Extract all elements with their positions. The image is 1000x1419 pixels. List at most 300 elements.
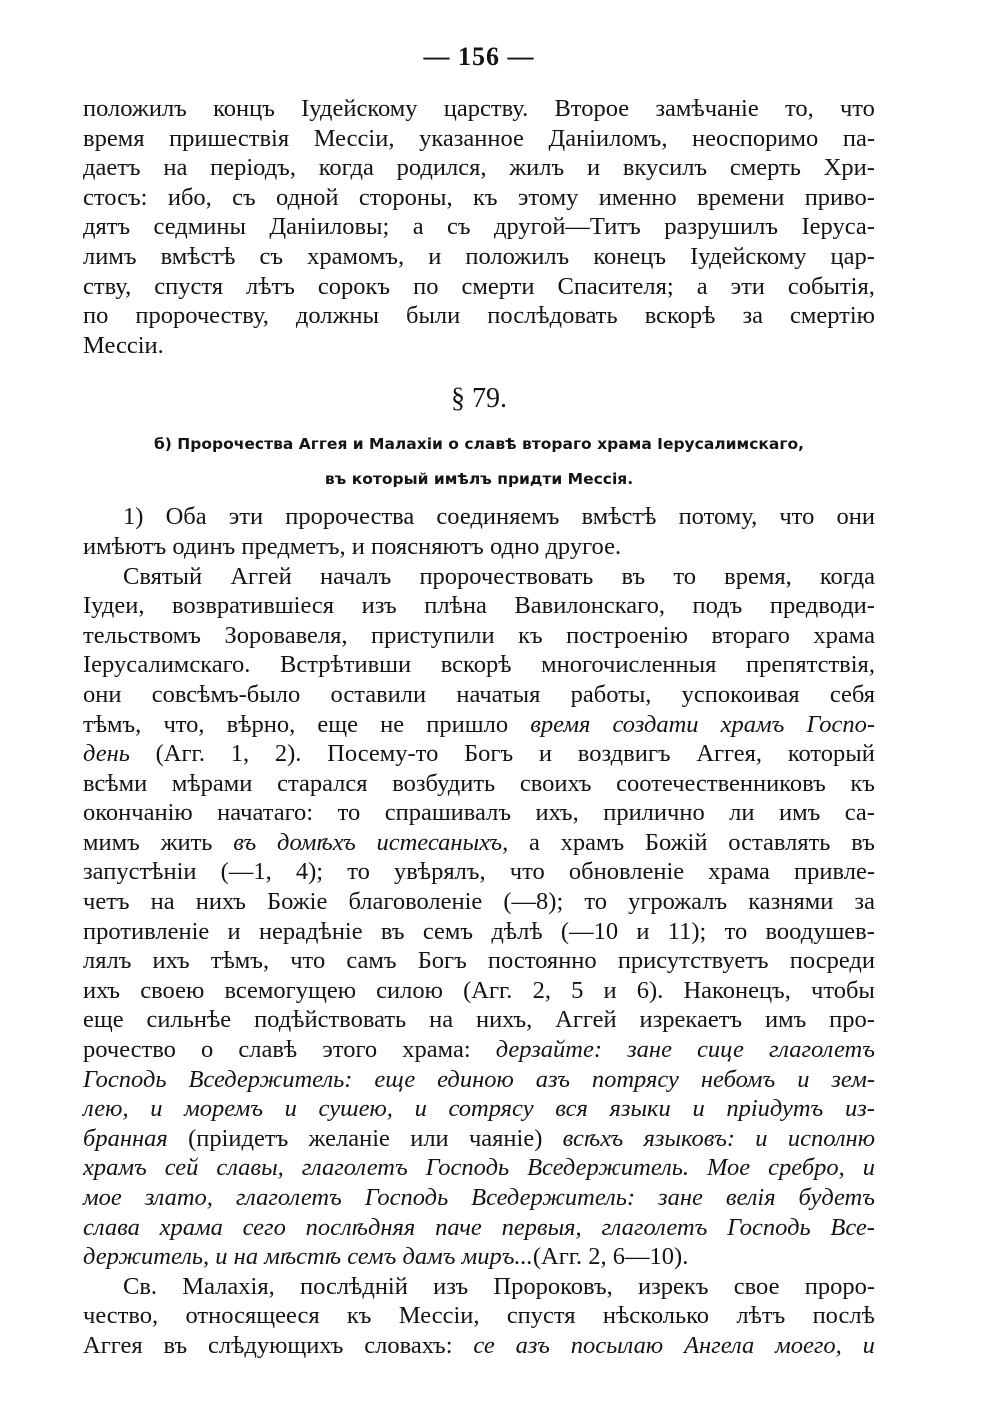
text-line (83, 1183, 875, 1213)
word: мимъ (83, 828, 140, 856)
word: періодъ, (210, 154, 296, 182)
word: то, (784, 95, 814, 122)
word: то (584, 888, 607, 916)
italic-word: велія (725, 1184, 776, 1211)
text-line (83, 183, 875, 213)
word: Богъ (464, 740, 514, 768)
word: благоволеніе (348, 888, 483, 916)
italic-word: мое (83, 1184, 122, 1211)
word: и (586, 154, 601, 182)
text-line (83, 1005, 875, 1035)
word: въ (163, 1331, 188, 1359)
word: они (836, 503, 875, 531)
text-line (83, 1301, 875, 1331)
word: и (538, 740, 553, 768)
italic-word: еще (374, 1065, 416, 1093)
text-line (83, 212, 875, 242)
word: Хри- (823, 154, 875, 182)
text-line (83, 1035, 875, 1065)
word: послѣ (812, 1302, 875, 1330)
word: вскорѣ (440, 651, 512, 679)
word: который (787, 740, 875, 768)
word: смерть (729, 154, 801, 182)
text-line (83, 917, 875, 947)
word: слѣдующихъ (207, 1331, 344, 1359)
word: даетъ (83, 154, 141, 182)
word: старался (277, 769, 368, 797)
word: Аггей (555, 1006, 617, 1034)
word: вскорѣ (644, 302, 716, 330)
word: изрекаетъ (639, 1006, 743, 1034)
word: храмъ (560, 828, 625, 856)
word: Аггей (230, 562, 292, 590)
italic-word: будетъ (798, 1184, 875, 1211)
text-line (83, 946, 875, 976)
word: на (163, 154, 188, 182)
word: разрушилъ (664, 213, 779, 241)
word: къ (472, 183, 498, 211)
word: подъ (692, 592, 743, 620)
word: Іеруса- (801, 213, 875, 241)
word: концъ (213, 95, 275, 122)
word: 5 (571, 976, 584, 1004)
italic-word: Ангела (684, 1331, 755, 1359)
italic-word: единою (437, 1065, 514, 1093)
word: 1, (230, 740, 250, 768)
word: Наконецъ, (683, 976, 791, 1004)
italic-quote: держитель, и на мѣстѣ семъ дамъ миръ... (83, 1243, 533, 1271)
word: Аггея, (696, 740, 763, 768)
text-line (83, 502, 875, 532)
italic-word: моего, (775, 1331, 842, 1359)
italic-word: домѣхъ (277, 828, 356, 856)
word: про- (829, 1006, 875, 1034)
word: послѣдній (299, 1272, 408, 1300)
word: Святый (123, 562, 203, 590)
word: положилъ (83, 95, 187, 122)
word: лялъ (83, 947, 132, 975)
text-line (83, 680, 875, 710)
word: то (347, 858, 370, 886)
word: потому, (678, 503, 758, 531)
text-line (83, 621, 875, 651)
italic-word: из- (844, 1095, 875, 1123)
word: за (742, 302, 763, 330)
word: къ (346, 1302, 372, 1330)
word: втораго (711, 621, 790, 649)
word: ству, (83, 272, 132, 300)
word: совсѣмъ-было (151, 680, 301, 708)
word: храма: (402, 1036, 471, 1064)
subtitle-line: въ который имѣлъ придти Мессія. (324, 470, 634, 489)
italic-word: Господь (364, 1184, 449, 1211)
word: а (412, 213, 424, 241)
italic-word: сушею, (318, 1095, 393, 1123)
word: увѣрялъ, (393, 858, 486, 886)
word: и (428, 242, 442, 270)
word: смертію (789, 302, 875, 330)
word: изрекъ (638, 1272, 709, 1300)
word: Божій (644, 828, 708, 856)
word: лѣтъ (736, 1302, 786, 1330)
word: еще (83, 1006, 124, 1034)
italic-word: пріидутъ (726, 1095, 824, 1123)
text-line (83, 976, 875, 1006)
word: оставлять (728, 828, 831, 856)
word: еще (317, 710, 359, 738)
word: жилъ (509, 154, 565, 182)
word: то (724, 917, 748, 945)
text-line (83, 1331, 875, 1361)
italic-word: въ (233, 828, 257, 856)
italic-word: посылаю (570, 1331, 664, 1359)
word: себя (829, 680, 875, 708)
word: Встрѣтивши (280, 651, 412, 679)
italic-word: храмъ (83, 1154, 147, 1182)
italic-word: сотрясу (448, 1095, 534, 1123)
text-line (83, 739, 875, 769)
text-line (83, 591, 875, 621)
text-line (83, 710, 875, 740)
page-number: — 156 — (423, 42, 535, 71)
word: посреди (789, 947, 875, 975)
word: неоспоримо (692, 124, 819, 152)
word: угрожалъ (628, 888, 728, 916)
text-line (83, 887, 875, 917)
word: вмѣстѣ (581, 503, 657, 531)
word: въ (380, 917, 405, 945)
word: что (509, 858, 545, 886)
word: привле- (794, 858, 875, 886)
text-line (83, 1094, 875, 1124)
italic-word: зане (658, 1184, 703, 1211)
text-line (83, 1213, 875, 1243)
section-heading: § 79. (451, 383, 507, 415)
text-line (83, 798, 875, 828)
word: что, (163, 710, 205, 738)
word: началъ (319, 562, 392, 590)
word: послѣдовать (487, 302, 618, 330)
word: Божіе (267, 888, 328, 916)
word: чество, (83, 1302, 159, 1330)
word: славѣ (238, 1036, 298, 1064)
word: когда (318, 154, 374, 182)
word: пророчества (285, 503, 415, 531)
word: Іудеи, (83, 592, 145, 620)
italic-word: всѣхъ (562, 1124, 624, 1152)
word: а (696, 272, 708, 300)
word: седмины (153, 213, 246, 241)
word: ихъ (83, 976, 121, 1004)
word: храмомъ, (307, 242, 405, 270)
word: въ (851, 828, 875, 856)
paragraph-1 (83, 502, 875, 561)
word: эти (228, 503, 264, 531)
italic-word: глаголетъ (769, 1036, 875, 1064)
word: 2). (274, 740, 302, 768)
word: лимъ (83, 242, 137, 270)
word: 1) (123, 503, 144, 531)
word: подѣйствовать (254, 1006, 407, 1034)
italic-word: сей (164, 1154, 199, 1182)
italic-word: азъ (515, 1331, 550, 1359)
italic-word: лею, (83, 1095, 129, 1123)
word: именно (598, 183, 677, 211)
word: спустя (506, 1302, 576, 1330)
italic-word: моремъ (184, 1095, 263, 1123)
text-line (83, 650, 875, 680)
word: (—8); (503, 888, 564, 916)
word: запустѣніи (83, 858, 197, 886)
italic-word: исполню (787, 1124, 875, 1152)
word: соединяемъ (436, 503, 560, 531)
word: казнями (748, 888, 834, 916)
word: эти (730, 272, 765, 300)
word: то (673, 562, 696, 590)
text-line (83, 1153, 875, 1183)
italic-word: небомъ (700, 1065, 776, 1093)
word: лѣтъ (246, 272, 295, 300)
word: пришествія (169, 124, 290, 152)
italic-word: и (284, 1095, 297, 1123)
word: были (405, 302, 461, 330)
word: въ (621, 562, 646, 590)
word: чтобы (811, 976, 875, 1004)
word: воздвигъ (577, 740, 671, 768)
text-line (83, 301, 875, 331)
italic-word: злато, (144, 1184, 213, 1211)
italic-word: послѣдняя (305, 1213, 416, 1241)
italic-word: Вседержитель: (188, 1065, 353, 1093)
word: Посему-то (327, 740, 439, 768)
word: (—1, (220, 858, 272, 886)
word: (Агг. (463, 976, 513, 1004)
word: дѣлѣ (491, 917, 543, 945)
italic-word: и (755, 1124, 768, 1152)
italic-word: Мое (707, 1154, 751, 1182)
word: 2, (532, 976, 551, 1004)
word: проро- (804, 1272, 875, 1300)
word: время (83, 124, 145, 152)
word: вѣрно, (226, 710, 296, 738)
word: съ (232, 183, 256, 211)
text-line (83, 242, 875, 272)
word: 6). (636, 976, 664, 1004)
word: всѣми (83, 769, 148, 797)
text-line (83, 1065, 875, 1095)
word: смерти (461, 272, 535, 300)
word: Мессіи, (313, 124, 395, 152)
word: четъ (83, 888, 130, 916)
word: цар- (830, 242, 875, 270)
word: имъ (764, 1006, 807, 1034)
word: самъ (346, 947, 397, 975)
word: за (854, 888, 875, 916)
word: о (201, 1036, 214, 1064)
italic-word: Все- (830, 1213, 875, 1241)
italic-word: истесаныхъ, (376, 828, 509, 856)
word: пророчеству, (135, 302, 269, 330)
word: замѣчаніе (655, 95, 759, 122)
paragraph-3 (83, 1272, 875, 1361)
word: Аггея (83, 1331, 143, 1359)
word: возбудить (392, 769, 496, 797)
word: начатаго: (217, 799, 314, 827)
italic-word: и (797, 1065, 810, 1093)
word: Богъ (417, 947, 467, 975)
word: тельствомъ (83, 621, 201, 649)
word: оставили (330, 680, 427, 708)
italic-word: глаголетъ (235, 1184, 342, 1211)
word: обновленіе (568, 858, 685, 886)
italic-word: храмъ (720, 710, 785, 738)
word: присутствуетъ (617, 947, 769, 975)
word: сильнѣе (146, 1006, 232, 1034)
word: стороны, (358, 183, 453, 211)
italic-word: и (692, 1095, 705, 1123)
word: пришло (426, 710, 509, 738)
section-subtitle (83, 432, 875, 492)
word: па- (842, 124, 875, 152)
italic-word: день (83, 740, 130, 768)
word: дятъ (83, 213, 131, 241)
italic-word: Госпо- (806, 710, 875, 738)
word: другой—Титъ (493, 213, 641, 241)
word: пророчествовать (419, 562, 594, 590)
italic-word: создати (612, 710, 699, 738)
word: всемогущею (224, 976, 357, 1004)
word: спустя (154, 272, 223, 300)
word: и (227, 917, 241, 945)
word: плѣна (424, 592, 487, 620)
word: препятствія, (745, 651, 875, 679)
word: стосъ: (83, 183, 148, 211)
italic-word: паче (435, 1213, 482, 1241)
word: Іудейскому (690, 242, 807, 270)
word: вкусилъ (622, 154, 708, 182)
word: не (380, 710, 405, 738)
text-line: Мессіи. (83, 331, 164, 359)
word: чаяніе) (468, 1124, 543, 1152)
text-line (83, 94, 875, 124)
italic-word: Господь (83, 1065, 167, 1093)
italic-word: се (473, 1331, 495, 1359)
word: са- (844, 799, 875, 827)
text-line (83, 1124, 875, 1154)
word: этому (517, 183, 579, 211)
word: съ (447, 213, 471, 241)
word: (Агг. (155, 740, 205, 768)
italic-word: Вседержитель: (471, 1184, 636, 1211)
italic-word: Господь (727, 1213, 811, 1241)
word: должны (295, 302, 379, 330)
italic-word: языки (609, 1095, 671, 1123)
italic-word: время (530, 710, 591, 738)
word: свое (733, 1272, 780, 1300)
word: противленіе (83, 917, 210, 945)
italic-word: языковъ: (643, 1124, 735, 1152)
word: словахъ: (364, 1331, 453, 1359)
word: указанное (419, 124, 524, 152)
word: къ (518, 621, 543, 649)
word: окончанію (83, 799, 193, 827)
italic-word: славы, (216, 1154, 284, 1182)
word: Іерусалимскаго. (83, 651, 251, 679)
word: что (779, 503, 815, 531)
italic-word: и (862, 1154, 875, 1182)
italic-word: и (150, 1095, 163, 1123)
word: Св. (123, 1272, 158, 1300)
text-line (83, 272, 875, 302)
italic-word: слава (83, 1213, 140, 1241)
word: на (429, 1006, 454, 1034)
italic-word: бранная (83, 1124, 168, 1152)
word: событія, (787, 272, 875, 300)
italic-word: глаголетъ (601, 1213, 708, 1241)
paragraph-2 (83, 562, 875, 1272)
text-line (83, 1272, 875, 1302)
word: Вавилонскаго, (514, 592, 665, 620)
word: рочество (83, 1036, 176, 1064)
word: они (83, 680, 122, 708)
word: приступили (371, 621, 495, 649)
word: Мессіи, (398, 1302, 480, 1330)
italic-word: зане (627, 1036, 672, 1064)
word: къ (850, 769, 875, 797)
book-page (83, 40, 875, 1361)
word: (—10 (560, 917, 619, 945)
italic-word: вся (555, 1095, 588, 1123)
word: своихъ (519, 769, 592, 797)
word: мѣрами (171, 769, 253, 797)
word: работы, (570, 680, 652, 708)
word: 4); (295, 858, 324, 886)
word: Даніиловы; (269, 213, 390, 241)
word: построенію (566, 621, 688, 649)
word: нѣсколько (602, 1302, 710, 1330)
italic-word: сребро, (768, 1154, 845, 1182)
word: Пророковъ, (493, 1272, 613, 1300)
word: предводи- (769, 592, 875, 620)
italic-word: и (414, 1095, 427, 1123)
italic-word: глаголетъ (301, 1154, 408, 1182)
word: что (290, 947, 326, 975)
word: желаніе (308, 1124, 390, 1152)
italic-word: зем- (831, 1065, 875, 1093)
word: съ (259, 242, 284, 270)
word: изъ (361, 592, 397, 620)
word: ихъ (152, 947, 190, 975)
word: многочисленныя (541, 651, 717, 679)
word: относящееся (185, 1302, 320, 1330)
word: воодушев- (765, 917, 875, 945)
italic-word: азъ (535, 1065, 570, 1093)
word: а (528, 828, 540, 856)
word: соотечественниковъ (616, 769, 826, 797)
italic-word: Вседержитель. (527, 1154, 690, 1182)
text-line (83, 769, 875, 799)
text-line: имѣютъ одинъ предметъ, и поясняютъ одно другое. (83, 532, 622, 560)
text-line (83, 828, 875, 858)
word: конецъ (593, 242, 666, 270)
word: по (413, 272, 439, 300)
word: храма (708, 858, 770, 886)
word: ибо, (167, 183, 212, 211)
word: начатыя (456, 680, 541, 708)
word: жить (160, 828, 213, 856)
word: и (603, 976, 617, 1004)
word: ли (729, 799, 755, 827)
